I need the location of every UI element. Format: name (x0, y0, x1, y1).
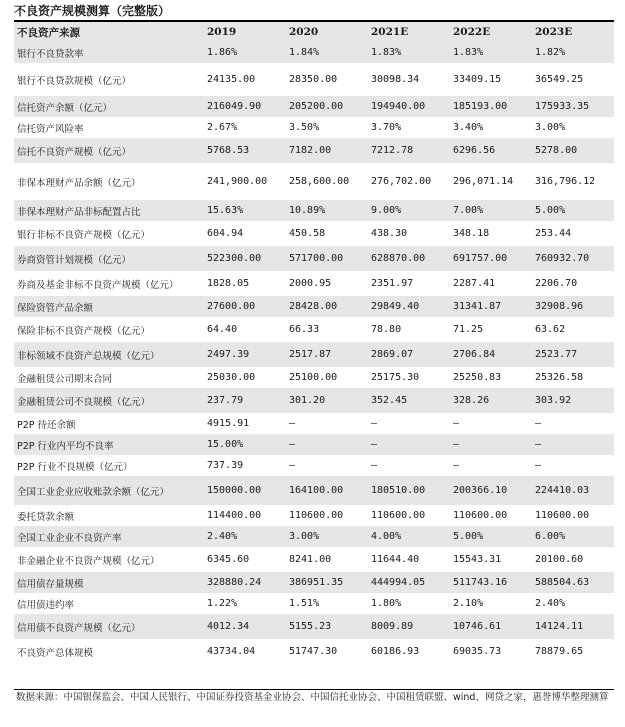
row-value: 9.00% (368, 200, 450, 221)
row-value: 450.58 (289, 228, 326, 239)
table-row (14, 221, 614, 246)
row-label: 金融租赁公司期末合同 (17, 373, 113, 385)
table-row (14, 455, 614, 476)
header-2021e: 2021E (368, 22, 450, 42)
row-value: 25250.83 (453, 372, 502, 383)
table-row (14, 547, 614, 572)
row-label: 信托资产余额（亿元） (14, 96, 204, 117)
row-value: 2523.77 (532, 342, 614, 367)
row-value: 5155.23 (286, 614, 368, 639)
row-value: 24135.00 (207, 74, 256, 85)
table-row (14, 367, 614, 388)
row-value: 8241.00 (289, 554, 332, 565)
row-label: 银行不良贷款率 (14, 42, 204, 63)
table-row (14, 476, 614, 505)
row-value: 2517.87 (286, 342, 368, 367)
table-row (14, 271, 614, 296)
row-label: 券商及基金非标不良资产规模（亿元） (17, 279, 179, 291)
row-value: 110600.00 (371, 510, 426, 521)
row-value: 253.44 (535, 228, 572, 239)
row-value: 237.79 (204, 388, 286, 413)
row-value: 386951.35 (286, 572, 368, 593)
header-2023e: 2023E (532, 22, 614, 42)
row-value: 1.83% (450, 42, 532, 63)
row-value: 4915.91 (207, 418, 250, 429)
row-label: 银行非标不良资产规模（亿元） (17, 229, 151, 241)
row-value: – (450, 434, 532, 455)
row-value: 2.40% (535, 598, 566, 609)
row-value: 8009.89 (368, 614, 450, 639)
row-value: 15543.31 (453, 554, 502, 565)
table-row (14, 572, 614, 593)
row-value: 737.39 (207, 460, 244, 471)
row-value: 27600.00 (204, 296, 286, 317)
row-label: P2P 行业不良规模（亿元） (17, 461, 133, 473)
row-label: 非标领域不良资产总规模（亿元） (14, 342, 204, 367)
row-value: 4.00% (368, 526, 450, 547)
row-value: 2869.07 (368, 342, 450, 367)
row-value: – (535, 418, 542, 429)
row-value: 628870.00 (368, 246, 450, 271)
row-value: 10.89% (286, 200, 368, 221)
row-value: 296,071.14 (453, 176, 514, 187)
row-value: 604.94 (207, 228, 244, 239)
row-value: 7.00% (450, 200, 532, 221)
row-value: 33409.15 (453, 74, 502, 85)
row-value: 14124.11 (532, 614, 614, 639)
row-value: 78879.65 (535, 646, 584, 657)
row-value: 71.25 (453, 324, 484, 335)
row-value: 110600.00 (453, 510, 508, 521)
row-value: 164100.00 (286, 476, 368, 505)
row-value: 7182.00 (286, 138, 368, 163)
row-value: 2287.41 (453, 278, 496, 289)
row-value: 1.86% (204, 42, 286, 63)
row-value: 1.84% (286, 42, 368, 63)
row-value: – (453, 460, 460, 471)
row-label: 银行不良贷款规模（亿元） (17, 75, 132, 87)
table-title: 不良资产规模测算（完整版） (14, 4, 171, 18)
row-value: 316,796.12 (535, 176, 596, 187)
row-label: 非保本理财产品余额（亿元） (17, 177, 141, 189)
row-value: 200366.10 (450, 476, 532, 505)
table-row (14, 317, 614, 342)
row-label: P2P 行业内平均不良率 (14, 434, 204, 455)
table-row (14, 163, 614, 200)
row-value: 511743.16 (450, 572, 532, 593)
table-row (14, 200, 614, 221)
table-row (14, 505, 614, 526)
row-label: 信用债违约率 (17, 599, 75, 611)
header-2022e: 2022E (450, 22, 532, 42)
row-value: 276,702.00 (371, 176, 432, 187)
row-value: 301.20 (286, 388, 368, 413)
row-value: 150000.00 (204, 476, 286, 505)
row-value: 2706.84 (450, 342, 532, 367)
row-value: 194940.00 (368, 96, 450, 117)
row-value: 51747.30 (289, 646, 338, 657)
row-value: 6296.56 (450, 138, 532, 163)
row-value: 10746.61 (450, 614, 532, 639)
table-row (14, 614, 614, 639)
table-row (14, 96, 614, 117)
row-value: 78.80 (371, 324, 402, 335)
row-value: 328.26 (450, 388, 532, 413)
row-value: 3.00% (535, 122, 566, 133)
row-value: 5768.53 (204, 138, 286, 163)
row-value: 30098.34 (371, 74, 420, 85)
row-value: 32908.96 (532, 296, 614, 317)
row-value: 28428.00 (286, 296, 368, 317)
row-value: 36549.25 (535, 74, 584, 85)
row-value: 1828.05 (207, 278, 250, 289)
row-value: – (453, 418, 460, 429)
header-2019: 2019 (204, 22, 286, 42)
row-value: 114400.00 (207, 510, 262, 521)
row-value: 28350.00 (289, 74, 338, 85)
row-value: 29849.40 (368, 296, 450, 317)
row-value: 224410.03 (532, 476, 614, 505)
row-value: 25100.00 (289, 372, 338, 383)
table-row (14, 138, 614, 163)
row-label: 不良资产总体规模 (17, 647, 94, 659)
row-value: 588504.63 (532, 572, 614, 593)
row-value: – (532, 434, 614, 455)
row-value: – (368, 434, 450, 455)
row-label: 保险非标不良资产规模（亿元） (17, 325, 151, 337)
table-row (14, 246, 614, 271)
row-value: 15.00% (204, 434, 286, 455)
row-value: 64.40 (207, 324, 238, 335)
table-row (14, 388, 614, 413)
row-label: 券商资管计划规模（亿元） (14, 246, 204, 271)
row-value: 3.70% (371, 122, 402, 133)
row-label: 全国工业企业不良资产率 (14, 526, 204, 547)
row-value: 352.45 (368, 388, 450, 413)
row-value: 2.67% (207, 122, 238, 133)
table-row (14, 434, 614, 455)
header-2020: 2020 (286, 22, 368, 42)
table-row (14, 342, 614, 367)
row-label: 信托不良资产规模（亿元） (14, 138, 204, 163)
row-label: 非金融企业不良资产规模（亿元） (17, 555, 160, 567)
row-value: – (371, 460, 378, 471)
row-value: 5.00% (532, 200, 614, 221)
row-value: 31341.87 (450, 296, 532, 317)
row-value: 3.40% (453, 122, 484, 133)
row-value: 185193.00 (450, 96, 532, 117)
row-label: 委托贷款余额 (17, 511, 75, 523)
row-value: 571700.00 (286, 246, 368, 271)
row-value: 25030.00 (207, 372, 256, 383)
row-value: 328880.24 (204, 572, 286, 593)
row-value: 6345.60 (207, 554, 250, 565)
row-value: 66.33 (289, 324, 320, 335)
row-value: 4012.34 (204, 614, 286, 639)
row-label: 信用债不良资产规模（亿元） (14, 614, 204, 639)
row-value: 15.63% (204, 200, 286, 221)
row-value: 3.50% (289, 122, 320, 133)
row-value: – (289, 460, 296, 471)
row-value: 180510.00 (368, 476, 450, 505)
row-value: 175933.35 (532, 96, 614, 117)
table-row (14, 296, 614, 317)
row-value: 1.83% (368, 42, 450, 63)
row-label: 信托资产风险率 (17, 123, 84, 135)
npa-estimate-table (14, 22, 614, 664)
row-label: P2P 待还余额 (17, 419, 76, 431)
row-label: 信用债存量规模 (14, 572, 204, 593)
row-label: 金融租赁公司不良规模（亿元） (14, 388, 204, 413)
row-value: – (286, 434, 368, 455)
row-value: 438.30 (371, 228, 408, 239)
row-value: 3.00% (286, 526, 368, 547)
row-label: 保险资管产品余额 (14, 296, 204, 317)
row-value: 110600.00 (535, 510, 590, 521)
row-value: 5278.00 (532, 138, 614, 163)
row-value: 760932.70 (532, 246, 614, 271)
row-value: 216049.90 (204, 96, 286, 117)
row-value: 2.40% (204, 526, 286, 547)
row-value: 43734.04 (207, 646, 256, 657)
row-value: 258,600.00 (289, 176, 350, 187)
header-row (14, 22, 614, 42)
row-value: – (535, 460, 542, 471)
table-row (14, 42, 614, 63)
row-value: 60186.93 (371, 646, 420, 657)
table-row (14, 63, 614, 96)
row-value: 2000.95 (289, 278, 332, 289)
source-note: 数据来源：中国银保监会、中国人民银行、中国证券投资基金业协会、中国信托业协会、中国租赁联盟、wind、网贷之家，惠誉博华整理测算 (16, 692, 609, 703)
row-value: 444994.05 (368, 572, 450, 593)
row-value: 1.80% (371, 598, 402, 609)
row-value: 348.18 (453, 228, 490, 239)
row-value: – (371, 418, 378, 429)
table-row (14, 413, 614, 434)
row-value: 110600.00 (289, 510, 344, 521)
row-value: 1.51% (289, 598, 320, 609)
row-value: 63.62 (535, 324, 566, 335)
row-value: 2497.39 (204, 342, 286, 367)
row-label: 全国工业企业应收账款余额（亿元） (14, 476, 204, 505)
row-value: 2206.70 (535, 278, 578, 289)
row-value: 20100.60 (535, 554, 584, 565)
row-value: 303.92 (532, 388, 614, 413)
row-value: 6.00% (532, 526, 614, 547)
row-value: 7212.78 (368, 138, 450, 163)
row-value: 2.10% (453, 598, 484, 609)
row-label: 非保本理财产品非标配置占比 (14, 200, 204, 221)
row-value: 25326.58 (535, 372, 584, 383)
bottom-rule (14, 689, 614, 690)
row-value: 241,900.00 (207, 176, 268, 187)
row-value: 5.00% (450, 526, 532, 547)
row-value: 2351.97 (371, 278, 414, 289)
table-row (14, 117, 614, 138)
row-value: 522300.00 (204, 246, 286, 271)
row-value: 25175.30 (371, 372, 420, 383)
row-value: 11644.40 (371, 554, 420, 565)
table-row (14, 593, 614, 614)
row-value: 69035.73 (453, 646, 502, 657)
row-value: 205200.00 (286, 96, 368, 117)
table-row (14, 526, 614, 547)
row-value: 1.22% (207, 598, 238, 609)
header-source: 不良资产来源 (14, 22, 204, 42)
table-row (14, 639, 614, 664)
row-value: 1.82% (532, 42, 614, 63)
row-value: – (289, 418, 296, 429)
row-value: 691757.00 (450, 246, 532, 271)
